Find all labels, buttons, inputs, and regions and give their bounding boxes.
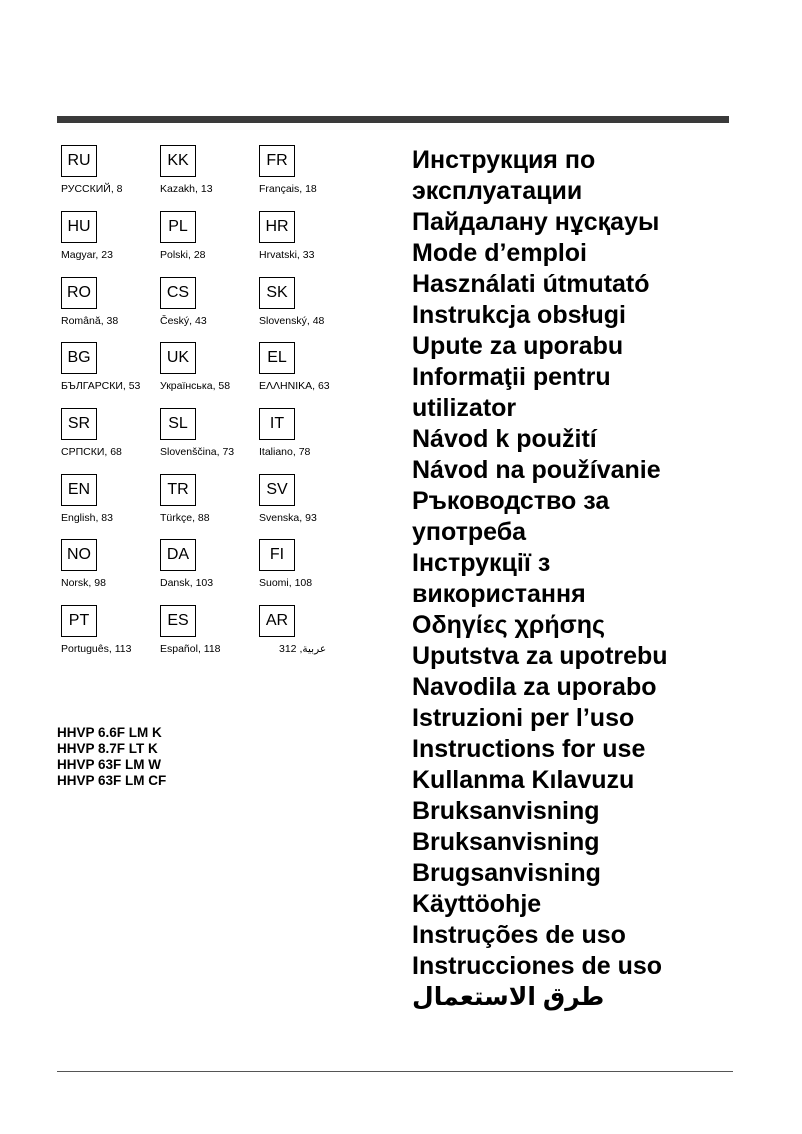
language-entry-sr[interactable] <box>61 408 171 468</box>
language-code-box: NO <box>61 539 97 571</box>
language-page-label: Hrvatski, 33 <box>259 249 315 261</box>
language-entry-ro[interactable] <box>61 277 171 337</box>
model-number: HHVP 63F LM W <box>57 757 162 772</box>
language-entry-ru[interactable] <box>61 145 171 205</box>
language-code-box: EN <box>61 474 97 506</box>
manual-title-ru-line2: эксплуатации <box>412 177 583 205</box>
language-code-box: SK <box>259 277 295 309</box>
model-number: HHVP 63F LM CF <box>57 773 167 788</box>
manual-title-ro-line1: Informaţii pentru <box>412 363 611 391</box>
language-entry-it[interactable] <box>259 408 369 468</box>
language-page-label: Українська, 58 <box>160 380 231 392</box>
manual-title-pt: Instruções de uso <box>412 921 626 949</box>
manual-title-ru-line1: Инструкция по <box>412 146 596 174</box>
language-page-label: РУССКИЙ, 8 <box>61 183 123 195</box>
language-entry-no[interactable] <box>61 539 171 599</box>
language-entry-sk[interactable] <box>259 277 369 337</box>
language-code-box: SL <box>160 408 196 440</box>
language-page-label: Slovenščina, 73 <box>160 446 235 458</box>
language-code-box: EL <box>259 342 295 374</box>
manual-title-kk: Пайдалану нұсқауы <box>412 208 660 236</box>
manual-title-sl: Navodila za uporabo <box>412 673 657 701</box>
language-entry-ar[interactable] <box>259 605 369 665</box>
language-code-box: FR <box>259 145 295 177</box>
language-page-label: English, 83 <box>61 512 113 524</box>
language-entry-fr[interactable] <box>259 145 369 205</box>
language-code-box: HU <box>61 211 97 243</box>
manual-title-ar: طرق الاستعمال <box>412 983 605 1011</box>
manual-title-hu: Használati útmutató <box>412 270 650 298</box>
language-entry-hr[interactable] <box>259 211 369 271</box>
language-page-label: عربية, 312 <box>279 643 327 655</box>
language-page-label: Português, 113 <box>61 643 132 655</box>
language-code-box: SV <box>259 474 295 506</box>
language-entry-tr[interactable] <box>160 474 270 534</box>
model-number: HHVP 6.6F LM K <box>57 725 162 740</box>
model-number: HHVP 8.7F LT K <box>57 741 158 756</box>
manual-title-hr: Upute za uporabu <box>412 332 624 360</box>
language-entry-kk[interactable] <box>160 145 270 205</box>
language-page-label: Slovenský, 48 <box>259 315 325 327</box>
language-entry-uk[interactable] <box>160 342 270 402</box>
language-entry-sl[interactable] <box>160 408 270 468</box>
manual-title-uk-line1: Інструкції з <box>412 549 551 577</box>
language-page-label: Svenska, 93 <box>259 512 317 524</box>
language-entry-en[interactable] <box>61 474 171 534</box>
language-page-label: Italiano, 78 <box>259 446 311 458</box>
manual-title-da: Brugsanvisning <box>412 859 601 887</box>
language-page-label: Français, 18 <box>259 183 317 195</box>
language-entry-pl[interactable] <box>160 211 270 271</box>
manual-title-en: Instructions for use <box>412 735 646 763</box>
manual-title-no: Bruksanvisning <box>412 828 600 856</box>
language-entry-es[interactable] <box>160 605 270 665</box>
language-page-label: Română, 38 <box>61 315 119 327</box>
language-page-label: БЪЛГАРСКИ, 53 <box>61 380 141 392</box>
language-entry-bg[interactable] <box>61 342 171 402</box>
language-page-label: Suomi, 108 <box>259 577 313 589</box>
language-entry-cs[interactable] <box>160 277 270 337</box>
manual-title-it: Istruzioni per l’uso <box>412 704 635 732</box>
bottom-rule <box>57 1071 733 1072</box>
manual-title-es: Instrucciones de uso <box>412 952 663 980</box>
language-page-label: Norsk, 98 <box>61 577 106 589</box>
language-entry-da[interactable] <box>160 539 270 599</box>
language-entry-hu[interactable] <box>61 211 171 271</box>
language-code-box: HR <box>259 211 295 243</box>
manual-title-cs: Návod k použití <box>412 425 597 453</box>
manual-title-tr: Kullanma Kılavuzu <box>412 766 635 794</box>
language-code-box: ES <box>160 605 196 637</box>
language-code-box: DA <box>160 539 196 571</box>
language-entry-el[interactable] <box>259 342 369 402</box>
language-code-box: UK <box>160 342 196 374</box>
manual-title-list <box>412 145 782 1013</box>
manual-title-fr: Mode d’emploi <box>412 239 587 267</box>
manual-title-sv: Bruksanvisning <box>412 797 600 825</box>
language-code-box: PL <box>160 211 196 243</box>
manual-title-bg-line1: Ръководство за <box>412 487 610 515</box>
language-code-box: AR <box>259 605 295 637</box>
language-page-label: СРПСКИ, 68 <box>61 446 122 458</box>
language-page-label: Español, 118 <box>160 643 221 655</box>
manual-title-sk: Návod na používanie <box>412 456 661 484</box>
language-code-box: KK <box>160 145 196 177</box>
language-code-box: RO <box>61 277 97 309</box>
language-entry-pt[interactable] <box>61 605 171 665</box>
manual-title-pl: Instrukcja obsługi <box>412 301 626 329</box>
language-entry-sv[interactable] <box>259 474 369 534</box>
language-entry-fi[interactable] <box>259 539 369 599</box>
language-code-box: SR <box>61 408 97 440</box>
language-code-box: CS <box>160 277 196 309</box>
language-code-box: PT <box>61 605 97 637</box>
manual-title-el: Οδηγίες χρήσης <box>412 611 606 639</box>
language-code-box: TR <box>160 474 196 506</box>
language-code-box: RU <box>61 145 97 177</box>
language-code-box: IT <box>259 408 295 440</box>
language-code-box: FI <box>259 539 295 571</box>
language-page-label: Magyar, 23 <box>61 249 113 261</box>
manual-title-fi: Käyttöohje <box>412 890 542 918</box>
language-page-label: Kazakh, 13 <box>160 183 213 195</box>
manual-title-uk-line2: використання <box>412 580 586 608</box>
language-page-label: Český, 43 <box>160 315 207 327</box>
manual-title-sr: Uputstva za upotrebu <box>412 642 668 670</box>
language-page-label: Dansk, 103 <box>160 577 214 589</box>
language-page-label: Türkçe, 88 <box>160 512 210 524</box>
language-code-box: BG <box>61 342 97 374</box>
language-page-label: ΕΛΛΗΝΙΚΑ, 63 <box>259 380 330 392</box>
model-list <box>57 725 166 789</box>
manual-title-ro-line2: utilizator <box>412 394 517 422</box>
top-rule <box>57 116 729 123</box>
language-page-label: Polski, 28 <box>160 249 206 261</box>
manual-title-bg-line2: употреба <box>412 518 527 546</box>
